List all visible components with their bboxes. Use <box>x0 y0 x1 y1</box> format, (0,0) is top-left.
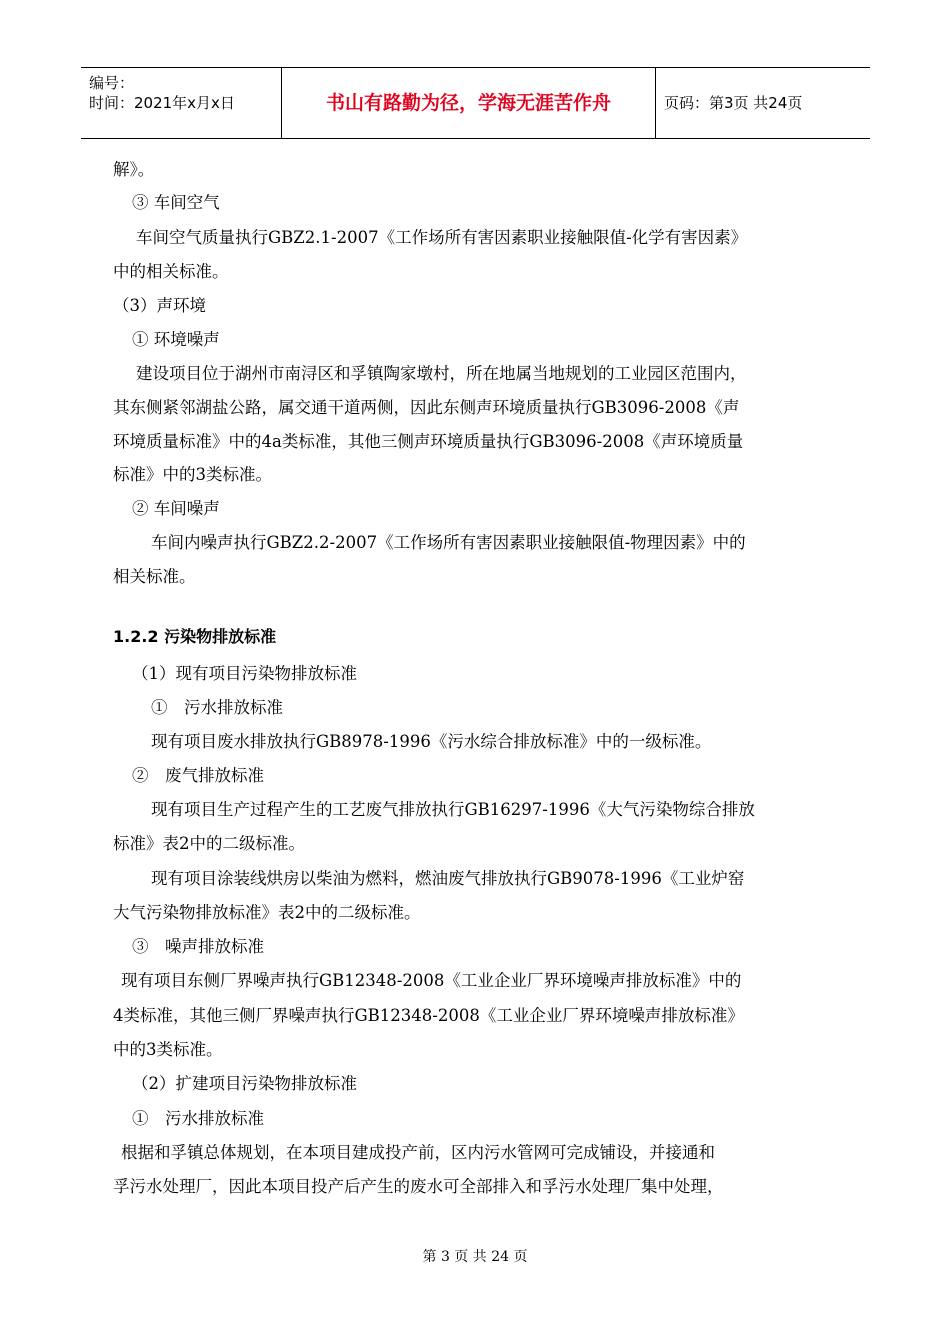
text-line: （1）现有项目污染物排放标准 <box>132 664 357 683</box>
page-footer: 第 3 页 共 24 页 <box>422 1249 528 1265</box>
text-line: ① 污水排放标准 <box>151 698 283 717</box>
text-line: 现有项目废水排放执行GB8978-1996《污水综合排放标准》中的一级标准。 <box>151 732 712 751</box>
text-line: 4类标准，其他三侧厂界噪声执行GB12348-2008《工业企业厂界环境噪声排放标准》 <box>113 1006 744 1025</box>
text-line: 中的3类标准。 <box>113 1040 223 1059</box>
text-line: 根据和孚镇总体规划，在本项目建成投产前，区内污水管网可完成铺设，并接通和 <box>121 1143 715 1162</box>
text-line: 环境质量标准》中的4a类标准，其他三侧声环境质量执行GB3096-2008《声环境质量 <box>113 432 744 451</box>
section-heading: 1.2.2 污染物排放标准 <box>113 627 277 646</box>
text-line: ② 车间噪声 <box>132 499 220 518</box>
text-line: 现有项目生产过程产生的工艺废气排放执行GB16297-1996《大气污染物综合排放 <box>151 800 755 819</box>
header-motto: 书山有路勤为径，学海无涯苦作舟 <box>282 68 656 138</box>
text-line: ③ 车间空气 <box>132 193 220 212</box>
text-line: （3）声环境 <box>113 296 206 315</box>
page-header <box>81 67 870 139</box>
text-line: 标准》中的3类标准。 <box>113 465 272 484</box>
text-line: 标准》表2中的二级标准。 <box>113 834 305 853</box>
text-line: 大气污染物排放标准》表2中的二级标准。 <box>113 903 421 922</box>
header-page-info: 页码：第3页 共24页 <box>664 94 803 112</box>
text-line: ③ 噪声排放标准 <box>132 937 264 956</box>
text-line: 孚污水处理厂，因此本项目投产后产生的废水可全部排入和孚污水处理厂集中处理， <box>113 1177 724 1196</box>
header-info-cell <box>81 68 282 138</box>
text-line: ① 环境噪声 <box>132 330 220 349</box>
text-line: ② 废气排放标准 <box>132 766 264 785</box>
text-line: （2）扩建项目污染物排放标准 <box>132 1074 357 1093</box>
text-line: 中的相关标准。 <box>113 262 229 281</box>
text-line: 现有项目东侧厂界噪声执行GB12348-2008《工业企业厂界环境噪声排放标准》中的 <box>121 971 742 990</box>
text-line: 解》。 <box>113 160 155 179</box>
text-line: 现有项目涂装线烘房以柴油为燃料，燃油废气排放执行GB9078-1996《工业炉窑 <box>151 869 745 888</box>
text-line: 其东侧紧邻湖盐公路，属交通干道两侧，因此东侧声环境质量执行GB3096-2008《声 <box>113 398 740 417</box>
text-line: 车间内噪声执行GBZ2.2-2007《工作场所有害因素职业接触限值-物理因素》中的 <box>151 533 746 552</box>
text-line: 车间空气质量执行GBZ2.1-2007《工作场所有害因素职业接触限值-化学有害因素》 <box>136 228 748 247</box>
time-label: 时间：2021年x月x日 <box>89 94 235 112</box>
text-line: 建设项目位于湖州市南浔区和孚镇陶家墩村，所在地属当地规划的工业园区范围内， <box>136 364 747 383</box>
text-line: 相关标准。 <box>113 567 196 586</box>
number-label: 编号： <box>89 74 135 92</box>
text-line: ① 污水排放标准 <box>132 1109 264 1128</box>
